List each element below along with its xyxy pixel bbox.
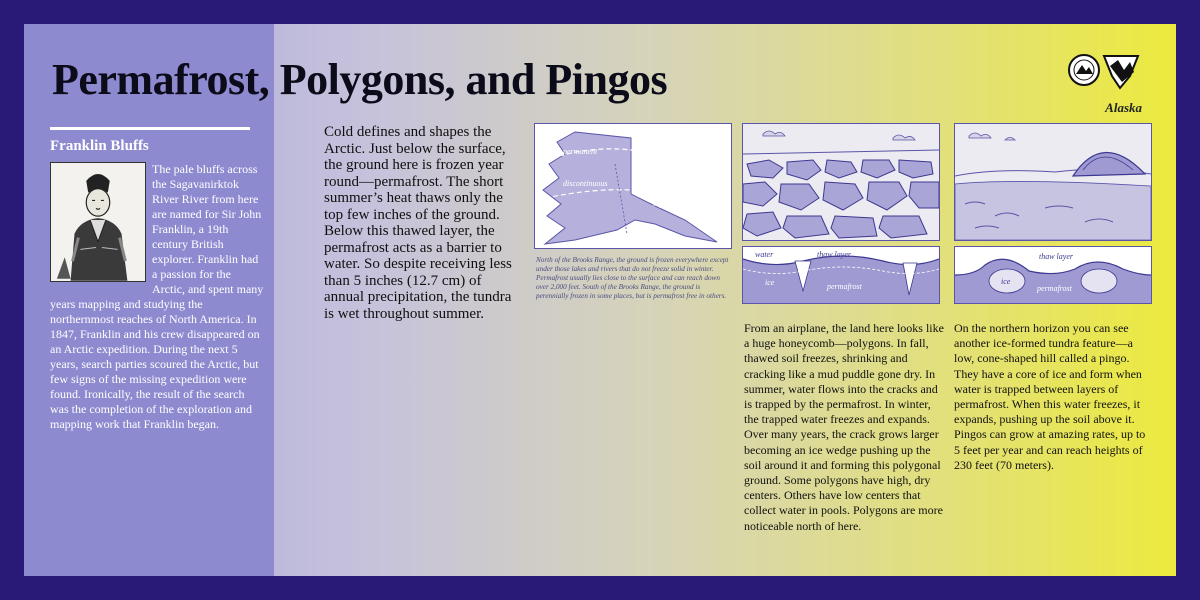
pingo-label-permafrost: permafrost bbox=[1037, 284, 1072, 293]
polygon-cross-section-graphic bbox=[743, 247, 939, 303]
polygon-illustration-graphic bbox=[743, 124, 939, 240]
pingo-illustration-graphic bbox=[955, 124, 1151, 240]
agency-logos bbox=[1060, 48, 1150, 118]
sidebar-body-text: The pale bluffs across the Sagavanirktok River River from here are named for Sir John Franklin, a 19th century British explorer. Franklin had a passion for the Arctic, and spent many years mapping and studying the northernmost reaches of North America. In 1847, Franklin and his crew disappeared on an Arctic expedition. During the next 5 years, search parties scoured the Arctic, but few signs of the missing expedition were found. Ironically, the result of the search was the completion of the exploration and mapping work that Franklin began. bbox=[50, 162, 264, 431]
polygon-label-thaw: thaw layer bbox=[817, 250, 851, 259]
map-label-infrequent: infrequent bbox=[653, 199, 686, 208]
polygon-ground-illustration bbox=[742, 123, 940, 241]
polygon-label-permafrost: permafrost bbox=[827, 282, 862, 291]
map-label-discontinuous: discontinuous bbox=[563, 179, 608, 188]
pingo-illustration bbox=[954, 123, 1152, 241]
map-graphic bbox=[535, 124, 731, 248]
map-label-permanent: permanent bbox=[563, 147, 598, 156]
polygon-label-water: water bbox=[755, 250, 774, 259]
page-title: Permafrost, Polygons, and Pingos bbox=[52, 55, 668, 104]
alaska-permafrost-map bbox=[534, 123, 732, 249]
pingos-paragraph: On the northern horizon you can see another ice-formed tundra feature—a low, cone-shaped hill called a pingo. They have a core of ice and form when water is trapped between layers of permafrost. When this water freezes, it expands, pushing up the soil above it. Pingos can grow at amazing rates, up to 5 feet per year and can reach heights of 230 feet (70 meters). bbox=[954, 321, 1146, 472]
intro-paragraph: Cold defines and shapes the Arctic. Just below the surface, the ground here is frozen year round—permafrost. The short summer’s heat thaws only the top few inches of the ground. Below this thawed layer, the permafrost acts as a barrier to water. So despite receiving less than 5 inches (12.7 cm) of annual precipitation, the tundra is wet throughout summer. bbox=[324, 124, 512, 322]
seal-icon bbox=[1069, 55, 1099, 85]
polygon-cross-section bbox=[742, 246, 940, 304]
blm-logo-icon bbox=[1104, 56, 1138, 88]
region-label: Alaska bbox=[1105, 100, 1142, 115]
sidebar-body bbox=[50, 162, 264, 432]
sidebar-heading: Franklin Bluffs bbox=[50, 138, 149, 154]
franklin-portrait bbox=[50, 162, 146, 282]
pingo-label-thaw: thaw layer bbox=[1039, 252, 1073, 261]
pingo-label-ice: ice bbox=[1001, 277, 1011, 286]
map-caption: North of the Brooks Range, the ground is frozen everywhere except under those lakes and rivers that do not freeze solid in winter. Permafrost usually lies close to the surface and can reach down over 2,000 feet. South of the Brooks Range, the ground is perennially frozen in some places, but is permafrost free in others. bbox=[536, 256, 729, 300]
pingo-cross-section-graphic bbox=[955, 247, 1151, 303]
polygon-label-ice: ice bbox=[765, 278, 775, 287]
sidebar-divider bbox=[50, 127, 250, 130]
logo-graphics bbox=[1060, 48, 1150, 100]
polygons-paragraph: From an airplane, the land here looks like a huge honeycomb—polygons. In fall, thawed soil freezes, shrinking and cracking like a mud puddle gone dry. In summer, water flows into the cracks and is trapped by the permafrost. In winter, the trapped water freezes and expands. Over many years, the crack grows larger becoming an ice wedge pushing up the soil around it and forming this polygonal ground. Some polygons have high, dry centers. Others have low centers that collect water in pools. Polygons are more noticeable north of here. bbox=[744, 321, 944, 533]
sign-panel bbox=[24, 24, 1176, 576]
pingo-cross-section bbox=[954, 246, 1152, 304]
